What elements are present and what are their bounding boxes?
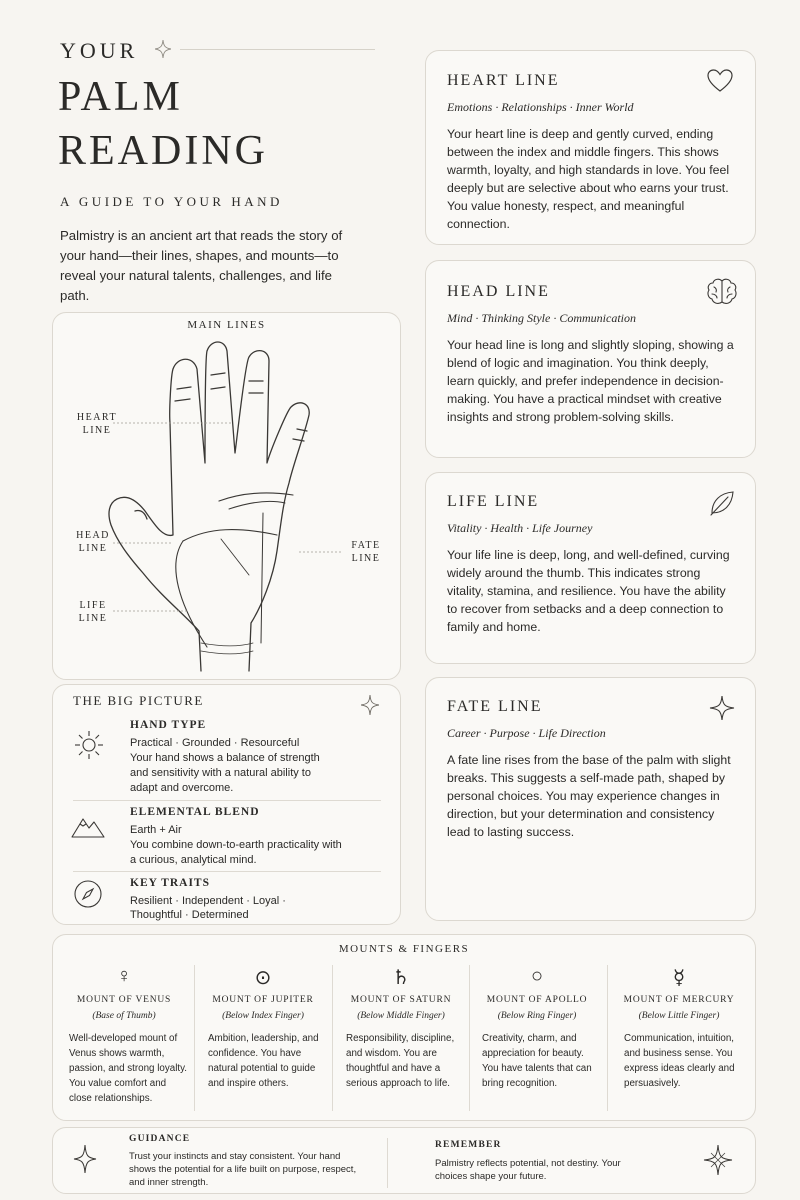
brain-icon [706, 277, 738, 307]
compass-icon [73, 879, 103, 909]
header-rule [180, 49, 375, 50]
mount-description: Communication, intuition, and business sense. You express ideas clearly and persuasively. [624, 1033, 735, 1089]
jupiter-icon: ⊙ [254, 967, 272, 989]
life-line-card [425, 472, 756, 664]
divider [73, 800, 381, 801]
hand-type-heading: HAND TYPE [130, 719, 207, 731]
heart-line-text: Your heart line is deep and gently curved, ending between the index and middle fingers. This shows warmth, loyalty, and high standards in love. You feel deeply but are selective about who earns your trust. You value honesty, respect, and meaningful connection. [447, 127, 730, 231]
guidance-text: Trust your instincts and stay consistent. Your hand shows the potential for a life built on purpose, respect, and inner strength. [129, 1151, 357, 1188]
saturn-icon: ♄ [392, 967, 410, 989]
big-picture-title: THE BIG PICTURE [73, 693, 204, 708]
head-line-card [425, 260, 756, 458]
mount-name: MOUNT OF APOLLO [486, 995, 588, 1005]
guidance-card [52, 1127, 756, 1194]
mount-venus [57, 965, 191, 1115]
fate-line-text: A fate line rises from the base of the palm with slight breaks. This suggests a self-made path, shaped by personal choices. You may experience changes in direction, but your determination and consistency lead to lasting success. [447, 753, 731, 839]
mounts-fingers-card [52, 934, 756, 1121]
hand-type-subtitle: Practical · Grounded · Resourceful [130, 737, 300, 749]
mount-description: Well-developed mount of Venus shows warmth, passion, and strong loyalty. You value comfort and close relationships. [69, 1033, 187, 1104]
mount-description: Responsibility, discipline, and wisdom. You are thoughtful and have a serious approach to life. [346, 1033, 455, 1089]
sparkle-icon [73, 1144, 97, 1174]
mount-position: (Below Little Finger) [638, 1011, 720, 1021]
mount-name: MOUNT OF VENUS [76, 995, 172, 1005]
divider [332, 965, 333, 1111]
sparkle-icon [708, 694, 736, 722]
star-icon [703, 1144, 733, 1176]
mount-position: (Below Index Finger) [222, 1011, 304, 1021]
main-lines-title: MAIN LINES [187, 319, 266, 331]
divider [607, 965, 608, 1111]
guidance-heading: GUIDANCE [129, 1134, 191, 1144]
header-reading: READING [58, 128, 268, 174]
mount-description: Ambition, leadership, and confidence. You have natural potential to guide and inspire others. [208, 1033, 319, 1089]
mount-mercury [612, 965, 746, 1115]
mount-name: MOUNT OF JUPITER [212, 995, 314, 1005]
mount-saturn [334, 965, 468, 1115]
mount-jupiter [196, 965, 330, 1115]
sparkle-icon [361, 695, 379, 715]
divider [194, 965, 195, 1111]
key-traits-text: Thoughtful · Determined [130, 909, 249, 921]
main-lines-card [52, 312, 401, 680]
life-line-text: Your life line is deep, long, and well-defined, curving widely around the thumb. This indicates strong vitality, stamina, and resilience. You have the ability to recover from setbacks and a deep connection to family and home. [447, 548, 730, 634]
heart-line-card [425, 50, 756, 245]
mount-name: MOUNT OF SATURN [350, 995, 452, 1005]
head-line-subtitle: Mind · Thinking Style · Communication [447, 311, 636, 325]
divider [387, 1138, 388, 1188]
head-line-title: HEAD LINE [447, 283, 550, 300]
elemental-blend-heading: ELEMENTAL BLEND [130, 806, 260, 818]
elemental-blend-text: You combine down-to-earth practicality with a curious, analytical mind. [130, 839, 342, 866]
fate-line-subtitle: Career · Purpose · Life Direction [447, 726, 606, 740]
header-your: YOUR [60, 38, 139, 63]
mount-name: MOUNT OF MERCURY [623, 995, 735, 1005]
key-traits-subtitle: Resilient · Independent · Loyal · [130, 895, 286, 907]
remember-heading: REMEMBER [435, 1140, 502, 1150]
head-line-text: Your head line is long and slightly sloping, showing a blend of logic and imagination. You think deeply, learn quickly, and prefer independence in decision-making. You have a practical mindset with creative insights and strong problem-solving skills. [447, 338, 734, 424]
elemental-blend-subtitle: Earth + Air [130, 824, 182, 836]
mountain-icon [71, 813, 105, 839]
hand-type-text: Your hand shows a balance of strength and sensitivity with a natural ability to adapt and overcome. [130, 752, 320, 794]
sun-icon [73, 729, 105, 761]
head-line-label: HEAD LINE [76, 530, 110, 554]
heart-line-title: HEART LINE [447, 72, 560, 89]
apollo-icon: ○ [530, 965, 544, 987]
fate-line-label: FATE LINE [351, 540, 381, 564]
fate-line-title: FATE LINE [447, 698, 543, 715]
life-line-subtitle: Vitality · Health · Life Journey [447, 521, 593, 535]
mounts-title: MOUNTS & FINGERS [338, 943, 470, 955]
mount-apollo [470, 965, 604, 1115]
mount-position: (Base of Thumb) [92, 1011, 156, 1021]
heart-line-label: HEART LINE [76, 412, 118, 436]
header-palm: PALM [58, 74, 183, 120]
heart-icon [706, 67, 734, 95]
big-picture-card [52, 684, 401, 925]
header-subtitle: A GUIDE TO YOUR HAND [60, 194, 283, 209]
mount-position: (Below Middle Finger) [357, 1011, 445, 1021]
remember-text: Palmistry reflects potential, not destiny. Your choices shape your future. [435, 1158, 621, 1182]
hand-illustration [53, 313, 402, 681]
fate-line-card [425, 677, 756, 921]
venus-icon: ♀ [116, 965, 132, 987]
mount-position: (Below Ring Finger) [497, 1011, 577, 1021]
divider [73, 871, 381, 872]
key-traits-heading: KEY TRAITS [130, 877, 210, 889]
mount-description: Creativity, charm, and appreciation for beauty. You have talents that can bring recognition. [482, 1033, 592, 1089]
small-star-icon [155, 40, 171, 58]
mercury-icon: ☿ [672, 967, 686, 989]
leaf-icon [708, 489, 736, 517]
life-line-title: LIFE LINE [447, 493, 540, 510]
life-line-label: LIFE LINE [78, 600, 108, 624]
intro-paragraph: Palmistry is an ancient art that reads the story of your hand—their lines, shapes, and mounts—to reveal your natural talents, challenges, and life path. [60, 228, 343, 303]
heart-line-subtitle: Emotions · Relationships · Inner World [447, 100, 634, 114]
